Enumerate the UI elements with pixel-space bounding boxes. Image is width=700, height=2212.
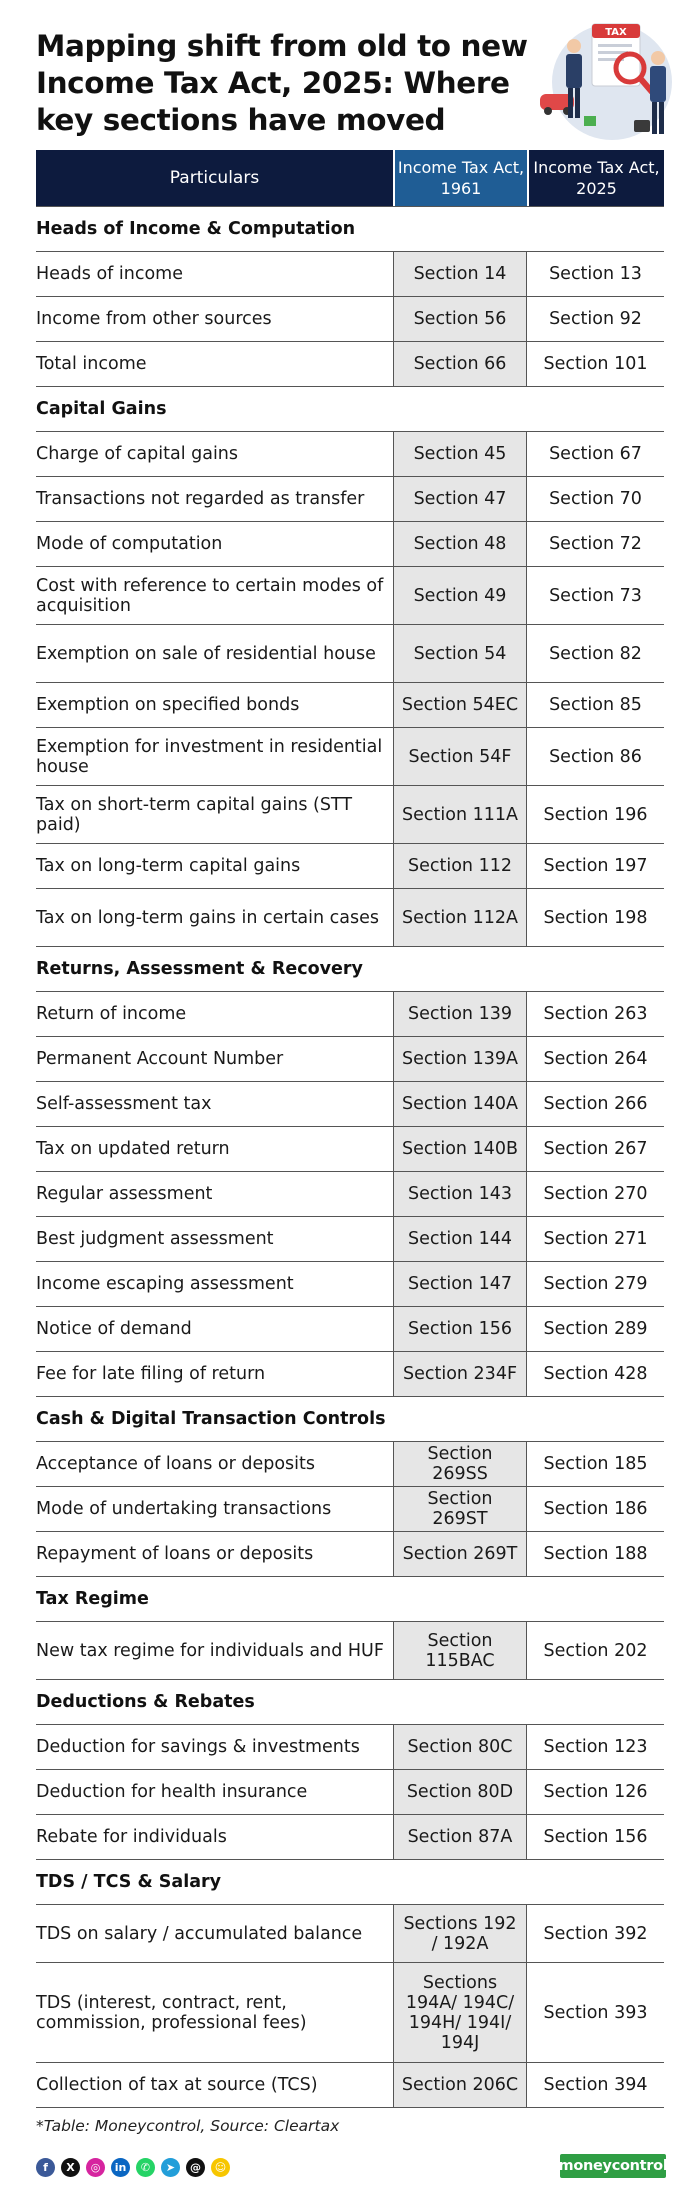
table-row — [36, 1769, 664, 1814]
category-heading: Tax Regime — [36, 1576, 664, 1621]
new-section-cell: Section 197 — [543, 856, 648, 876]
new-section-cell: Section 202 — [543, 1640, 648, 1661]
particular-cell: Fee for late filing of return — [36, 1364, 266, 1384]
table-header — [36, 150, 664, 206]
old-section-cell: Section 269SS — [393, 1442, 527, 1486]
old-section-cell: Section 144 — [393, 1217, 527, 1261]
old-section-cell: Section 269ST — [393, 1487, 527, 1531]
new-section-cell: Section 393 — [543, 2002, 648, 2023]
table-row — [36, 1441, 664, 1486]
telegram-icon[interactable]: ➤ — [161, 2158, 180, 2177]
old-section-cell: Section 54EC — [393, 683, 527, 727]
column-header-new-act: Income Tax Act, 2025 — [527, 150, 664, 206]
table-row — [36, 1486, 664, 1531]
new-section-cell: Section 101 — [543, 354, 648, 374]
table-row — [36, 888, 664, 946]
particular-cell: Tax on updated return — [36, 1139, 230, 1159]
old-section-cell: Section 143 — [393, 1172, 527, 1216]
new-section-cell: Section 198 — [543, 907, 648, 928]
old-section-cell: Section 48 — [393, 522, 527, 566]
old-section-cell: Section 147 — [393, 1262, 527, 1306]
new-section-cell: Section 186 — [543, 1499, 648, 1519]
new-section-cell: Section 270 — [543, 1184, 648, 1204]
particular-cell: Tax on short-term capital gains (STT paid) — [36, 794, 353, 835]
table-row — [36, 1261, 664, 1306]
old-section-cell: Section 112 — [393, 844, 527, 888]
whatsapp-icon[interactable]: ✆ — [136, 2158, 155, 2177]
particular-cell: Transactions not regarded as transfer — [36, 489, 365, 509]
particular-cell: Self-assessment tax — [36, 1094, 212, 1114]
table-row — [36, 251, 664, 296]
table-row — [36, 1531, 664, 1576]
old-section-cell: Section 80D — [393, 1770, 527, 1814]
new-section-cell: Section 123 — [543, 1737, 648, 1757]
category-heading: Heads of Income & Computation — [36, 206, 664, 251]
table-row — [36, 566, 664, 624]
snapchat-icon[interactable]: ☺ — [211, 2158, 230, 2177]
table-row — [36, 431, 664, 476]
category-heading: Deductions & Rebates — [36, 1679, 664, 1724]
category-heading: Returns, Assessment & Recovery — [36, 946, 664, 991]
new-section-cell: Section 67 — [549, 444, 642, 464]
table-end-divider — [36, 2107, 664, 2108]
particular-cell: Collection of tax at source (TCS) — [36, 2075, 318, 2095]
facebook-icon[interactable]: f — [36, 2158, 55, 2177]
table-row — [36, 991, 664, 1036]
new-section-cell: Section 13 — [549, 264, 642, 284]
new-section-cell: Section 72 — [549, 534, 642, 554]
table-row — [36, 1621, 664, 1679]
new-section-cell: Section 289 — [543, 1319, 648, 1339]
particular-cell: Return of income — [36, 1004, 187, 1024]
new-section-cell: Section 428 — [543, 1364, 648, 1384]
new-section-cell: Section 279 — [543, 1274, 648, 1294]
particular-cell: Tax on long-term gains in certain cases — [36, 907, 380, 928]
category-heading: Cash & Digital Transaction Controls — [36, 1396, 664, 1441]
particular-cell: Exemption for investment in residential house — [36, 736, 383, 777]
particular-cell: Heads of income — [36, 264, 183, 284]
old-section-cell: Section 66 — [393, 342, 527, 386]
table-row — [36, 785, 664, 843]
particular-cell: Mode of computation — [36, 534, 223, 554]
particular-cell: Charge of capital gains — [36, 444, 239, 464]
table-row — [36, 1306, 664, 1351]
particular-cell: Deduction for health insurance — [36, 1782, 308, 1802]
table-row — [36, 1351, 664, 1396]
new-section-cell: Section 185 — [543, 1454, 648, 1474]
table-row — [36, 341, 664, 386]
particular-cell: Tax on long-term capital gains — [36, 856, 301, 876]
new-section-cell: Section 271 — [543, 1229, 648, 1249]
new-section-cell: Section 266 — [543, 1094, 648, 1114]
new-section-cell: Section 394 — [543, 2075, 648, 2095]
table-row — [36, 1814, 664, 1859]
table-row — [36, 1962, 664, 2062]
page-title: Mapping shift from old to new Income Tax Act, 2025: Where key sections have moved — [36, 29, 528, 137]
table-row — [36, 1081, 664, 1126]
new-section-cell: Section 264 — [543, 1049, 648, 1069]
old-section-cell: Sections 192 / 192A — [393, 1905, 527, 1962]
footnote: *Table: Moneycontrol, Source: Cleartax — [36, 2117, 340, 2135]
particular-cell: TDS (interest, contract, rent, commission, professional fees) — [36, 1992, 307, 2033]
particular-cell: Cost with reference to certain modes of acquisition — [36, 575, 384, 616]
old-section-cell: Section 140A — [393, 1082, 527, 1126]
old-section-cell: Section 54F — [393, 728, 527, 785]
table-row — [36, 1171, 664, 1216]
table-row — [36, 727, 664, 785]
new-section-cell: Section 73 — [549, 585, 642, 606]
table-body — [36, 206, 664, 2108]
table-row — [36, 1216, 664, 1261]
column-header-old-act: Income Tax Act, 1961 — [393, 150, 527, 206]
old-section-cell: Section 49 — [393, 567, 527, 624]
particular-cell: Notice of demand — [36, 1319, 192, 1339]
tax-illustration-icon — [530, 12, 680, 147]
table-row — [36, 2062, 664, 2107]
particular-cell: Best judgment assessment — [36, 1229, 274, 1249]
old-section-cell: Section 80C — [393, 1725, 527, 1769]
particular-cell: Permanent Account Number — [36, 1049, 284, 1069]
moneycontrol-logo: moneycontrol — [560, 2154, 666, 2178]
new-section-cell: Section 82 — [549, 643, 642, 664]
particular-cell: Exemption on sale of residential house — [36, 643, 376, 664]
new-section-cell: Section 156 — [543, 1827, 648, 1847]
new-section-cell: Section 86 — [549, 746, 642, 767]
new-section-cell: Section 92 — [549, 309, 642, 329]
old-section-cell: Section 111A — [393, 786, 527, 843]
old-section-cell: Section 269T — [393, 1532, 527, 1576]
new-section-cell: Section 263 — [543, 1004, 648, 1024]
new-section-cell: Section 126 — [543, 1782, 648, 1802]
new-section-cell: Section 70 — [549, 489, 642, 509]
particular-cell: Regular assessment — [36, 1184, 213, 1204]
particular-cell: New tax regime for individuals and HUF — [36, 1640, 384, 1661]
old-section-cell: Section 54 — [393, 625, 527, 682]
table-row — [36, 1904, 664, 1962]
old-section-cell: Section 139A — [393, 1037, 527, 1081]
new-section-cell: Section 267 — [543, 1139, 648, 1159]
new-section-cell: Section 196 — [543, 804, 648, 825]
old-section-cell: Section 56 — [393, 297, 527, 341]
particular-cell: Mode of undertaking transactions — [36, 1499, 332, 1519]
tax-sign-label: TAX — [605, 27, 627, 38]
table-row — [36, 1724, 664, 1769]
column-header-particulars: Particulars — [36, 150, 393, 206]
particular-cell: Repayment of loans or deposits — [36, 1544, 314, 1564]
particular-cell: Income from other sources — [36, 309, 272, 329]
table-row — [36, 843, 664, 888]
old-section-cell: Section 45 — [393, 432, 527, 476]
old-section-cell: Section 112A — [393, 889, 527, 946]
particular-cell: TDS on salary / accumulated balance — [36, 1923, 363, 1944]
category-heading: TDS / TCS & Salary — [36, 1859, 664, 1904]
old-section-cell: Section 156 — [393, 1307, 527, 1351]
old-section-cell: Sections 194A/ 194C/ 194H/ 194I/ 194J — [393, 1963, 527, 2062]
linkedin-icon[interactable]: in — [111, 2158, 130, 2177]
table-row — [36, 521, 664, 566]
old-section-cell: Section 140B — [393, 1127, 527, 1171]
particular-cell: Income escaping assessment — [36, 1274, 294, 1294]
new-section-cell: Section 392 — [543, 1923, 648, 1944]
x-icon[interactable]: X — [61, 2158, 80, 2177]
particular-cell: Rebate for individuals — [36, 1827, 227, 1847]
old-section-cell: Section 234F — [393, 1352, 527, 1396]
table-row — [36, 1126, 664, 1171]
instagram-icon[interactable]: ◎ — [86, 2158, 105, 2177]
old-section-cell: Section 139 — [393, 992, 527, 1036]
table-row — [36, 476, 664, 521]
table-row — [36, 624, 664, 682]
table-row — [36, 682, 664, 727]
category-heading: Capital Gains — [36, 386, 664, 431]
table-row — [36, 1036, 664, 1081]
old-section-cell: Section 14 — [393, 252, 527, 296]
header — [0, 0, 700, 150]
particular-cell: Acceptance of loans or deposits — [36, 1454, 316, 1474]
old-section-cell: Section 115BAC — [393, 1622, 527, 1679]
particular-cell: Total income — [36, 354, 147, 374]
old-section-cell: Section 206C — [393, 2063, 527, 2107]
social-links — [36, 2158, 230, 2178]
threads-icon[interactable]: @ — [186, 2158, 205, 2177]
new-section-cell: Section 85 — [549, 695, 642, 715]
old-section-cell: Section 87A — [393, 1815, 527, 1859]
particular-cell: Exemption on specified bonds — [36, 695, 300, 715]
table-row — [36, 296, 664, 341]
new-section-cell: Section 188 — [543, 1544, 648, 1564]
old-section-cell: Section 47 — [393, 477, 527, 521]
particular-cell: Deduction for savings & investments — [36, 1737, 360, 1757]
